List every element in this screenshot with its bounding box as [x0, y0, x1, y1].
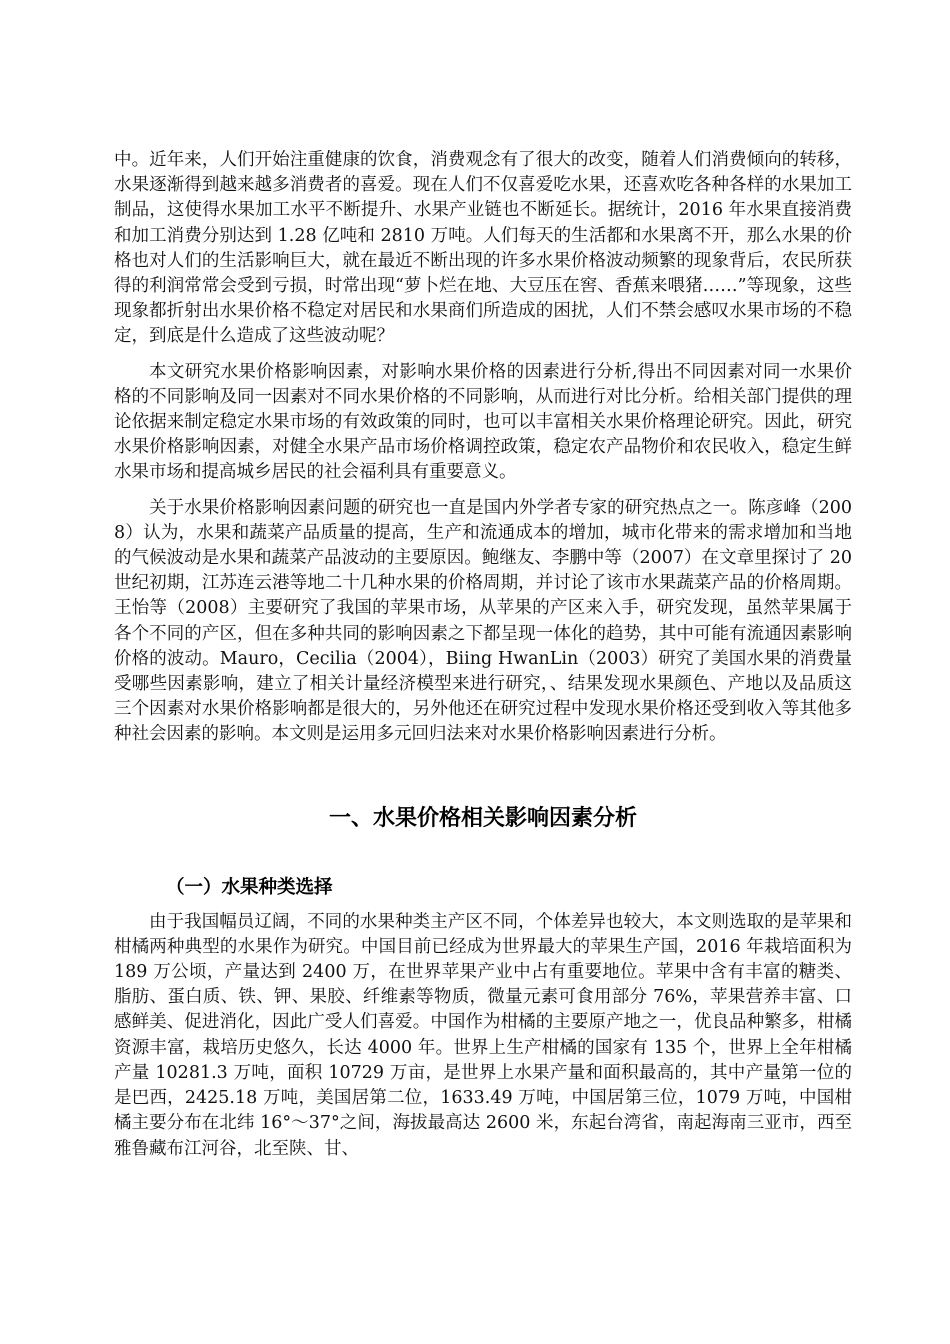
intro-paragraph-1: 中。近年来，人们开始注重健康的饮食，消费观念有了很大的改变，随着人们消费倾向的转移，水果逐渐得到越来越多消费者的喜爱。现在人们不仅喜爱吃水果，还喜欢吃各种各样的水果加工制品，这使得水果加工水平不断提升、水果产业链也不断延长。据统计，2016 年水果直接消费和加工消费分别达到 1.28 亿吨和 2810 万吨。人们每天的生活都和水果离不开，那么水果的价格也对人们的生活影响巨大，就在最近不断出现的许多水果价格波动频繁的现象背后，农民所获得的利润常常会受到亏损，时常出现“萝卜烂在地、大豆压在窖、香蕉来喂猪……”等现象，这些现象都折射出水果价格不稳定对居民和水果商们所造成的困扰，人们不禁会感叹水果市场的不稳定，到底是什么造成了这些波动呢？: [114, 150, 852, 347]
section-paragraph-1: 由于我国幅员辽阔，不同的水果种类主产区不同，个体差异也较大，本文则选取的是苹果和柑橘两种典型的水果作为研究。中国目前已经成为世界最大的苹果生产国，2016 年栽培面积为 189 万公顷，产量达到 2400 万，在世界苹果产业中占有重要地位。苹果中含有丰富的糖类、脂肪、蛋白质、铁、钾、果胶、纤维素等物质，微量元素可食用部分 76%，苹果营养丰富、口感鲜美、促进消化，因此广受人们喜爱。中国作为柑橘的主要原产地之一，优良品种繁多，柑橘资源丰富，栽培历史悠久，长达 4000 年。世界上生产柑橘的国家有 135 个，世界上全年柑橘产量 10281.3 万吨，面积 10729 万亩，是世界上水果产量和面积最高的，其中产量第一位的是巴西，2425.18 万吨，美国居第二位，1633.49 万吨，中国居第三位，1079 万吨，中国柑橘主要分布在北纬 16°～37°之间，海拔最高达 2600 米，东起台湾省，南起海南三亚市，西至雅鲁藏布江河谷，北至陕、甘、: [114, 911, 852, 1159]
section-heading: 一、水果价格相关影响因素分析: [328, 805, 637, 831]
subsection-heading: （一）水果种类选择: [166, 876, 333, 898]
intro-paragraph-2: 本文研究水果价格影响因素，对影响水果价格的因素进行分析,得出不同因素对同一水果价格的不同影响及同一因素对不同水果价格的不同影响，从而进行对比分析。给相关部门提供的理论依据来制定稳定水果市场的有效政策的同时，也可以丰富相关水果价格理论研究。因此，研究水果价格影响因素，对健全水果产品市场价格调控政策，稳定农产品物价和农民收入，稳定生鲜水果市场和提高城乡居民的社会福利具有重要意义。: [114, 361, 852, 483]
document-page: [114, 148, 852, 1162]
intro-paragraph-3: 关于水果价格影响因素问题的研究也一直是国内外学者专家的研究热点之一。陈彦峰（2008）认为，水果和蔬菜产品质量的提高，生产和流通成本的增加，城市化带来的需求增加和当地的气候波动是水果和蔬菜产品波动的主要原因。鲍继友、李鹏中等（2007）在文章里探讨了 20 世纪初期，江苏连云港等地二十几种水果的价格周期，并讨论了该市水果蔬菜产品的价格周期。王怡等（2008）主要研究了我国的苹果市场，从苹果的产区来入手，研究发现，虽然苹果属于各个不同的产区，但在多种共同的影响因素之下都呈现一体化的趋势，其中可能有流通因素影响价格的波动。Mauro，Cecilia（2004），Biing HwanLin（2003）研究了美国水果的消费量受哪些因素影响，建立了相关计量经济模型来进行研究，、结果发现水果颜色、产地以及品质这三个因素对水果价格影响都是很大的，另外他还在研究过程中发现水果价格还受到收入等其他多种社会因素的影响。本文则是运用多元回归法来对水果价格影响因素进行分析。: [114, 497, 852, 745]
